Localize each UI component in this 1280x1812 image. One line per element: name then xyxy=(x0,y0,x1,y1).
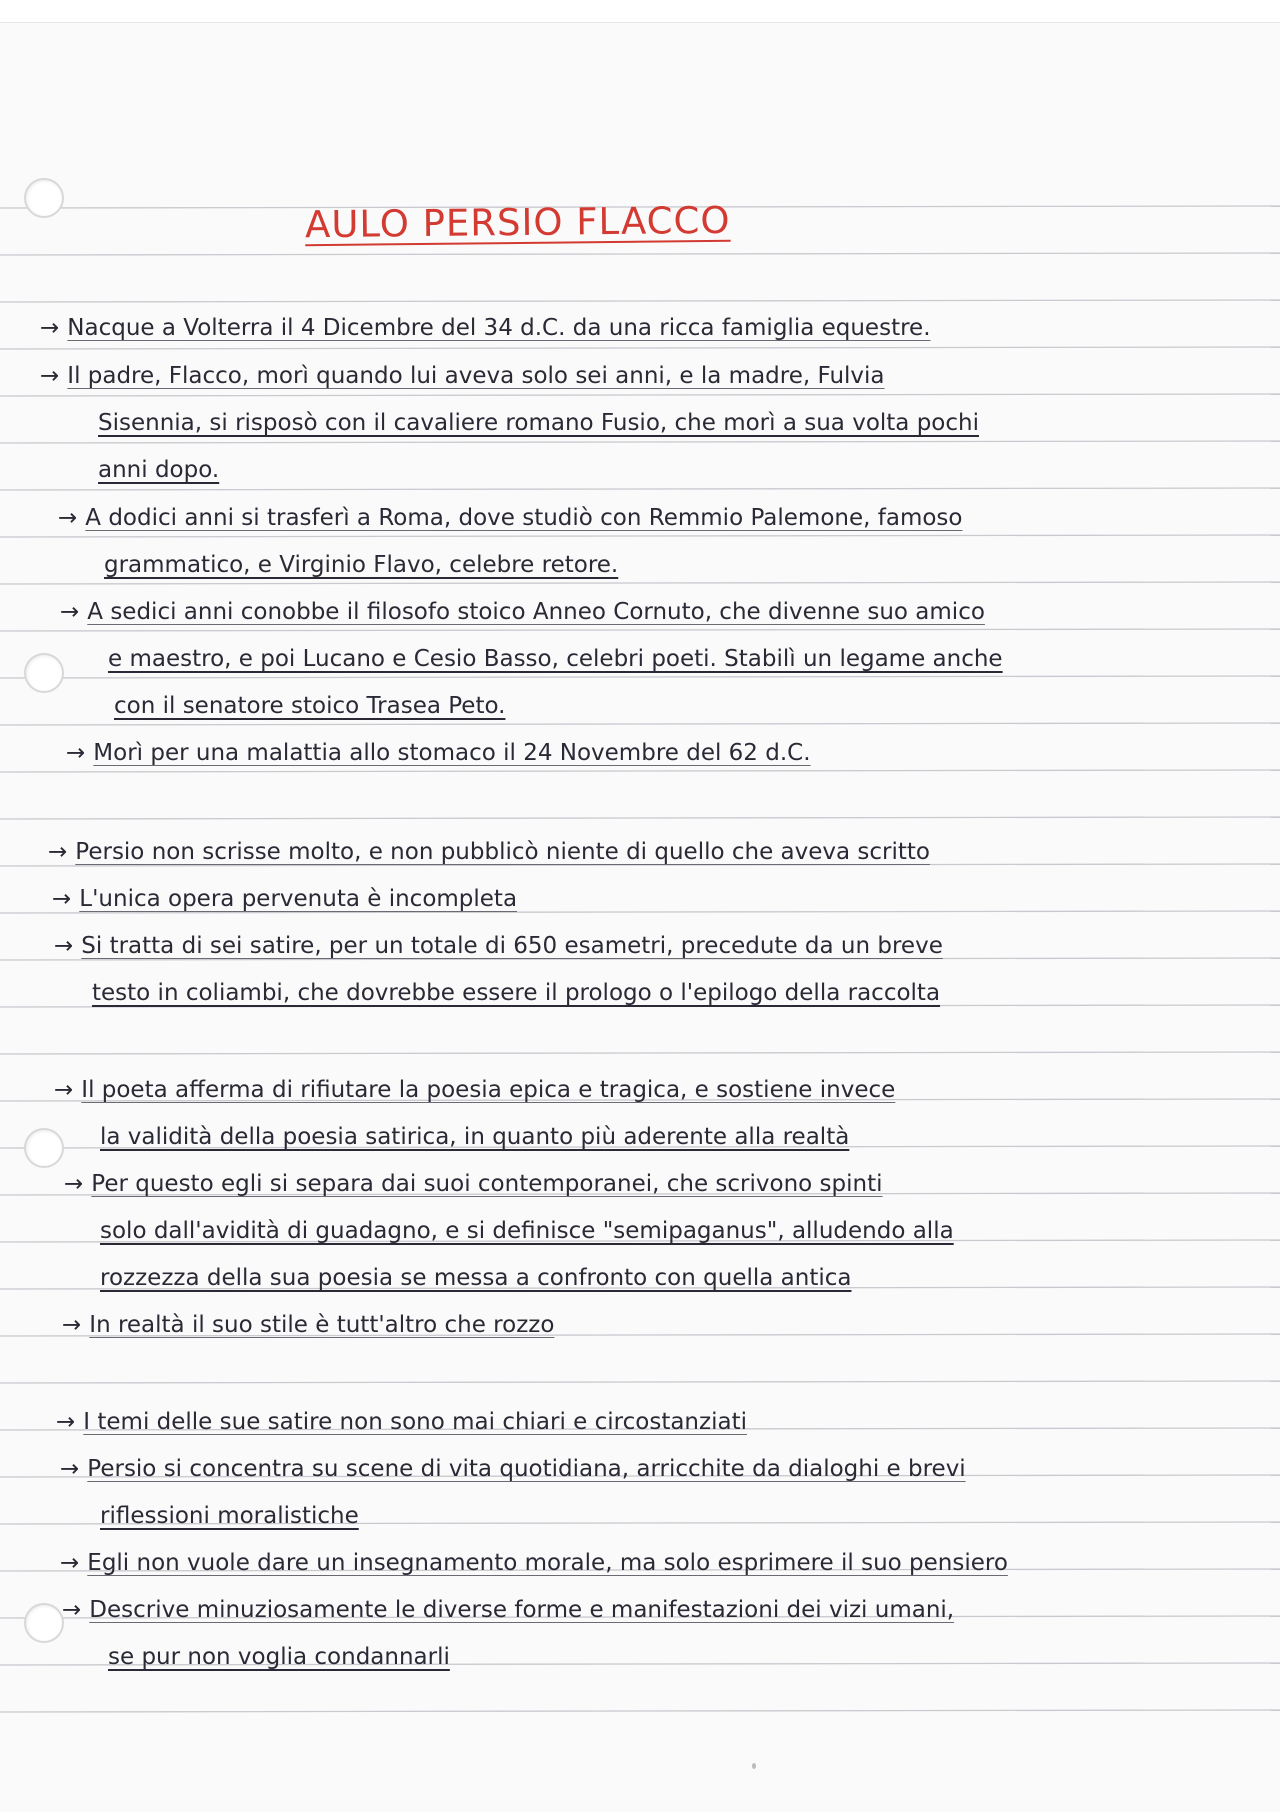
arrow-bullet-icon: → xyxy=(54,1077,74,1103)
arrow-bullet-icon: → xyxy=(54,933,74,959)
note-line-continuation: grammatico, e Virginio Flavo, celebre retore. xyxy=(104,552,619,578)
note-line-continuation: solo dall'avidità di guadagno, e si definisce "semipaganus", alludendo alla xyxy=(100,1218,954,1244)
punch-hole xyxy=(24,178,64,218)
punch-hole xyxy=(24,1128,64,1168)
punch-hole xyxy=(24,1603,64,1643)
note-line-continuation: con il senatore stoico Trasea Peto. xyxy=(114,693,506,719)
note-line: → A dodici anni si trasferì a Roma, dove studiò con Remmio Palemone, famoso xyxy=(58,505,963,531)
arrow-bullet-icon: → xyxy=(56,1409,76,1435)
note-line-continuation: rozzezza della sua poesia se messa a confronto con quella antica xyxy=(100,1265,852,1291)
notebook-page xyxy=(0,22,1280,1812)
arrow-bullet-icon: → xyxy=(64,1171,84,1197)
note-line: → Persio non scrisse molto, e non pubblicò niente di quello che aveva scritto xyxy=(48,839,930,865)
note-line: → Il poeta afferma di rifiutare la poesia epica e tragica, e sostiene invece xyxy=(54,1077,896,1103)
note-line: → Descrive minuziosamente le diverse forme e manifestazioni dei vizi umani, xyxy=(62,1597,955,1623)
arrow-bullet-icon: → xyxy=(40,363,60,389)
arrow-bullet-icon: → xyxy=(52,886,72,912)
page-title: AULO PERSIO FLACCO xyxy=(304,198,731,247)
note-line: → A sedici anni conobbe il filosofo stoico Anneo Cornuto, che divenne suo amico xyxy=(60,599,985,625)
note-line: → Si tratta di sei satire, per un totale di 650 esametri, precedute da un breve xyxy=(54,933,943,959)
arrow-bullet-icon: → xyxy=(60,599,80,625)
arrow-bullet-icon: → xyxy=(40,315,60,341)
note-line: → L'unica opera pervenuta è incompleta xyxy=(52,886,518,912)
note-line-continuation: e maestro, e poi Lucano e Cesio Basso, celebri poeti. Stabilì un legame anche xyxy=(108,646,1003,672)
note-line-continuation: anni dopo. xyxy=(98,457,220,483)
arrow-bullet-icon: → xyxy=(62,1597,82,1623)
note-line: → Il padre, Flacco, morì quando lui aveva solo sei anni, e la madre, Fulvia xyxy=(40,363,885,389)
note-line: → Morì per una malattia allo stomaco il 24 Novembre del 62 d.C. xyxy=(66,740,811,766)
note-line-continuation: la validità della poesia satirica, in quanto più aderente alla realtà xyxy=(100,1124,850,1150)
note-line-continuation: Sisennia, si risposò con il cavaliere romano Fusio, che morì a sua volta pochi xyxy=(98,410,979,436)
note-line: → Persio si concentra su scene di vita quotidiana, arricchite da dialoghi e brevi xyxy=(60,1456,966,1482)
note-line-continuation: testo in coliambi, che dovrebbe essere il prologo o l'epilogo della raccolta xyxy=(92,980,941,1006)
note-line-continuation: riflessioni moralistiche xyxy=(100,1503,359,1529)
arrow-bullet-icon: → xyxy=(62,1312,82,1338)
ruled-lines xyxy=(0,23,1280,1812)
arrow-bullet-icon: → xyxy=(60,1550,80,1576)
arrow-bullet-icon: → xyxy=(60,1456,80,1482)
note-line: → Nacque a Volterra il 4 Dicembre del 34 d.C. da una ricca famiglia equestre. xyxy=(40,315,931,341)
arrow-bullet-icon: → xyxy=(58,505,78,531)
note-line-continuation: se pur non voglia condannarli xyxy=(108,1644,450,1670)
note-line: → In realtà il suo stile è tutt'altro che rozzo xyxy=(62,1312,555,1338)
arrow-bullet-icon: → xyxy=(48,839,68,865)
paper-speck xyxy=(752,1763,756,1769)
punch-hole xyxy=(24,653,64,693)
arrow-bullet-icon: → xyxy=(66,740,86,766)
note-line: → Egli non vuole dare un insegnamento morale, ma solo esprimere il suo pensiero xyxy=(60,1550,1008,1576)
note-line: → Per questo egli si separa dai suoi contemporanei, che scrivono spinti xyxy=(64,1171,883,1197)
note-line: → I temi delle sue satire non sono mai chiari e circostanziati xyxy=(56,1409,747,1435)
